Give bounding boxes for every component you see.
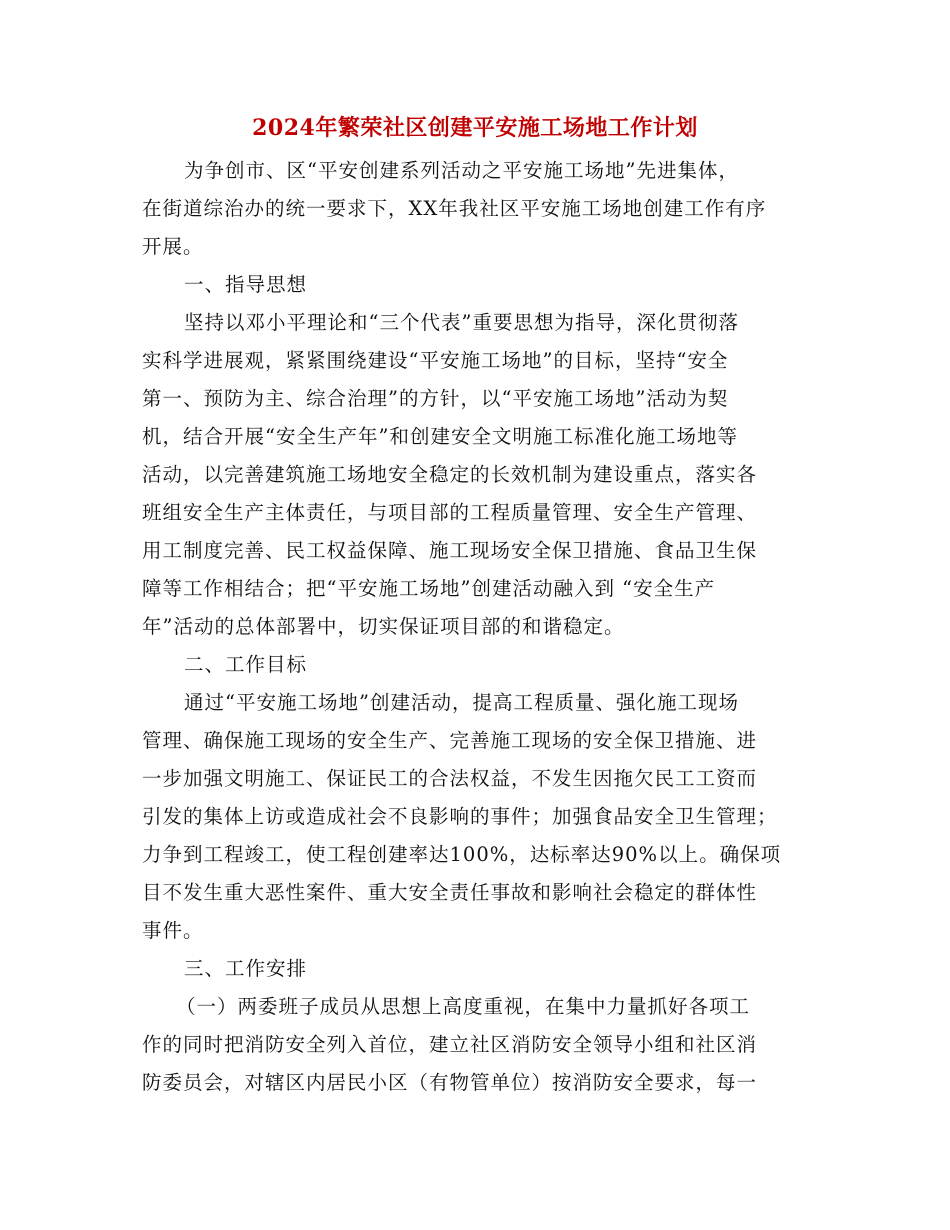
document-title: 2024年繁荣社区创建平安施工场地工作计划 [252, 115, 698, 141]
section-heading: 三、工作安排 [184, 957, 308, 980]
paragraph-line: 目不发生重大恶性案件、重大安全责任事故和影响社会稳定的群体性 [142, 881, 758, 904]
document-body [142, 152, 802, 1102]
paragraph-line: 一步加强文明施工、保证民工的合法权益，不发生因拖欠民工工资而 [142, 767, 758, 790]
paragraph-line: 第一、预防为主、综合治理”的方针，以“平安施工场地”活动为契 [142, 387, 729, 410]
paragraph-line: 障等工作相结合；把“平安施工场地”创建活动融入到 “安全生产 [142, 577, 716, 600]
section-heading: 二、工作目标 [184, 653, 308, 676]
paragraph-line: 为争创市、区“平安创建系列活动之平安施工场地”先进集体， [184, 159, 739, 182]
paragraph-line: （一）两委班子成员从思想上高度重视，在集中力量抓好各项工 [176, 995, 751, 1018]
paragraph-line: 引发的集体上访或造成社会不良影响的事件；加强食品安全卫生管理； [142, 805, 778, 828]
paragraph-line: 班组安全生产主体责任，与项目部的工程质量管理、安全生产管理、 [142, 501, 758, 524]
paragraph-line: 实科学进展观，紧紧围绕建设“平安施工场地”的目标，坚持“安全 [142, 349, 729, 372]
paragraph-line: 在街道综治办的统一要求下，XX年我社区平安施工场地创建工作有序 [142, 197, 767, 220]
paragraph-line: 活动，以完善建筑施工场地安全稳定的长效机制为建设重点，落实各 [142, 463, 758, 486]
section-heading: 一、指导思想 [184, 273, 308, 296]
paragraph-line: 防委员会，对辖区内居民小区（有物管单位）按消防安全要求，每一 [142, 1071, 758, 1094]
paragraph-line: 管理、确保施工现场的安全生产、完善施工现场的安全保卫措施、进 [142, 729, 758, 752]
paragraph-line: 力争到工程竣工，使工程创建率达100%，达标率达90%以上。确保项 [142, 843, 782, 866]
paragraph-line: 作的同时把消防安全列入首位，建立社区消防安全领导小组和社区消 [142, 1033, 758, 1056]
paragraph-line: 机，结合开展“安全生产年”和创建安全文明施工标准化施工场地等 [142, 425, 738, 448]
paragraph-line: 坚持以邓小平理论和“三个代表”重要思想为指导，深化贯彻落 [184, 311, 739, 334]
paragraph-line: 开展。 [142, 235, 204, 258]
paragraph-line: 事件。 [142, 919, 204, 942]
paragraph-line: 年”活动的总体部署中，切实保证项目部的和谐稳定。 [142, 615, 625, 638]
paragraph-line: 通过“平安施工场地”创建活动，提高工程质量、强化施工现场 [184, 691, 739, 714]
paragraph-line: 用工制度完善、民工权益保障、施工现场安全保卫措施、食品卫生保 [142, 539, 758, 562]
